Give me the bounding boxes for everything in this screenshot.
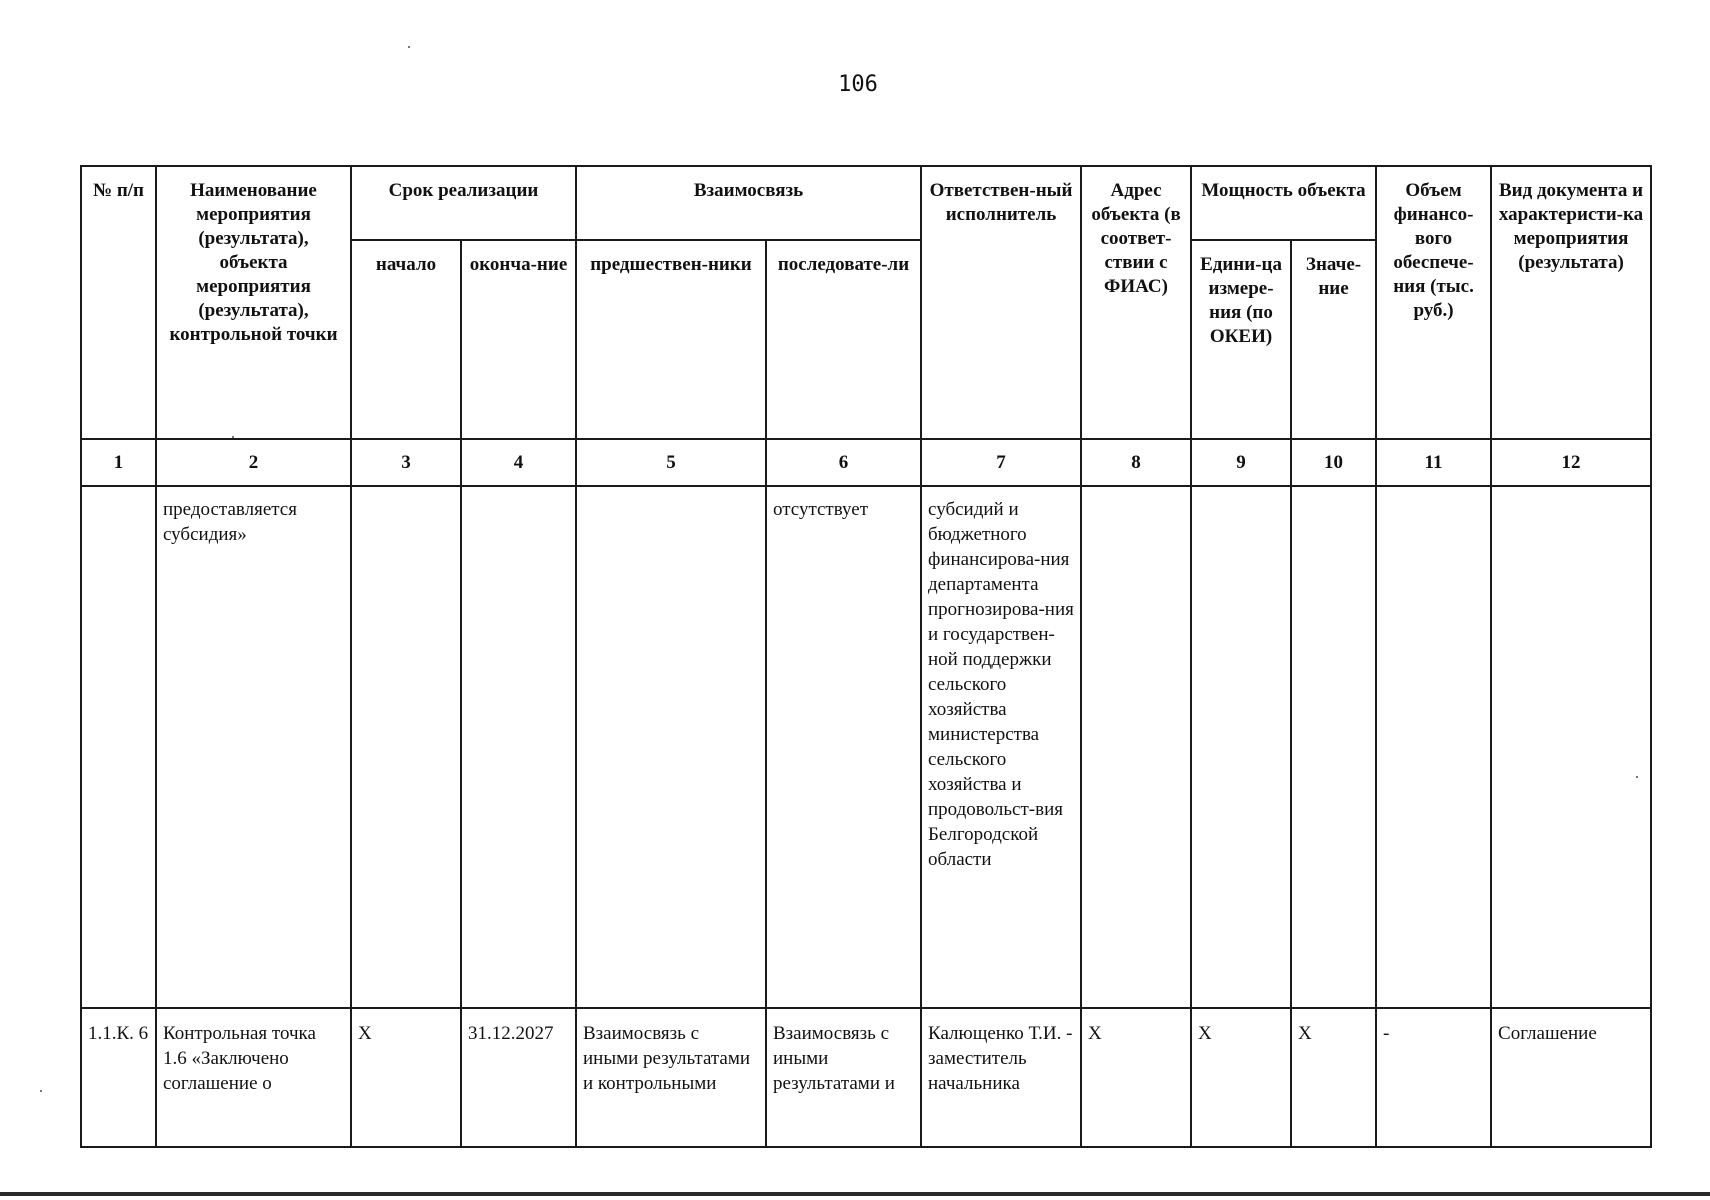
- header-responsible: Ответствен-ный исполнитель: [921, 166, 1081, 439]
- activity-table: [80, 165, 1652, 1148]
- column-number: 12: [1491, 439, 1651, 486]
- scan-speck: [40, 1090, 42, 1092]
- header-address: Адрес объекта (в соответ-ствии с ФИАС): [1081, 166, 1191, 439]
- column-number: 7: [921, 439, 1081, 486]
- column-number: 5: [576, 439, 766, 486]
- column-number: 6: [766, 439, 921, 486]
- column-number: 4: [461, 439, 576, 486]
- cell-unit: Х: [1191, 1008, 1291, 1147]
- cell-next: отсутствует: [766, 486, 921, 1008]
- header-capacity-unit: Едини-ца измере-ния (по ОКЕИ): [1191, 240, 1291, 439]
- cell-start: Х: [351, 1008, 461, 1147]
- column-number-row: [81, 439, 1651, 486]
- cell-end: [461, 486, 576, 1008]
- scan-speck: [1636, 776, 1638, 778]
- header-name: Наименование мероприятия (результата), объекта мероприятия (результата), контрольной точки: [156, 166, 351, 439]
- cell-finance: -: [1376, 1008, 1491, 1147]
- scan-speck: [232, 436, 234, 438]
- header-capacity-value: Значе-ние: [1291, 240, 1376, 439]
- cell-value: Х: [1291, 1008, 1376, 1147]
- header-finance: Объем финансо-вого обеспече-ния (тыс. руб.): [1376, 166, 1491, 439]
- cell-name: Контрольная точка 1.6 «Заключено соглашение о: [156, 1008, 351, 1147]
- header-doc-type: Вид документа и характеристи-ка мероприятия (результата): [1491, 166, 1651, 439]
- cell-name: предоставляется субсидия»: [156, 486, 351, 1008]
- cell-value: [1291, 486, 1376, 1008]
- column-number: 1: [81, 439, 156, 486]
- cell-number: [81, 486, 156, 1008]
- cell-start: [351, 486, 461, 1008]
- cell-prev: Взаимосвязь с иными результатами и контрольными: [576, 1008, 766, 1147]
- header-link-group: Взаимосвязь: [576, 166, 921, 240]
- header-term-end: оконча-ние: [461, 240, 576, 439]
- cell-prev: [576, 486, 766, 1008]
- cell-address: Х: [1081, 1008, 1191, 1147]
- scan-speck: [408, 46, 410, 48]
- table-row: [81, 1008, 1651, 1147]
- header-link-prev: предшествен-ники: [576, 240, 766, 439]
- cell-address: [1081, 486, 1191, 1008]
- column-number: 10: [1291, 439, 1376, 486]
- cell-doc: Соглашение: [1491, 1008, 1651, 1147]
- cell-end: 31.12.2027: [461, 1008, 576, 1147]
- header-row-top: [81, 166, 1651, 240]
- cell-responsible: Калющенко Т.И. - заместитель начальника: [921, 1008, 1081, 1147]
- column-number: 9: [1191, 439, 1291, 486]
- cell-next: Взаимосвязь с иными результатами и: [766, 1008, 921, 1147]
- header-term-group: Срок реализации: [351, 166, 576, 240]
- column-number: 3: [351, 439, 461, 486]
- table-row: [81, 486, 1651, 1008]
- column-number: 2: [156, 439, 351, 486]
- column-number: 8: [1081, 439, 1191, 486]
- header-term-start: начало: [351, 240, 461, 439]
- column-number: 11: [1376, 439, 1491, 486]
- page-number: 106: [838, 72, 878, 97]
- cell-doc: [1491, 486, 1651, 1008]
- bottom-scan-border: [0, 1192, 1710, 1196]
- cell-number: 1.1.К. 6: [81, 1008, 156, 1147]
- cell-responsible: субсидий и бюджетного финансирова-ния департамента прогнозирова-ния и государствен-ной поддержки сельского хозяйства министерства сельского хозяйства и продовольст-вия Белгородской области: [921, 486, 1081, 1008]
- header-number: № п/п: [81, 166, 156, 439]
- cell-unit: [1191, 486, 1291, 1008]
- header-capacity-group: Мощность объекта: [1191, 166, 1376, 240]
- cell-finance: [1376, 486, 1491, 1008]
- header-link-next: последовате-ли: [766, 240, 921, 439]
